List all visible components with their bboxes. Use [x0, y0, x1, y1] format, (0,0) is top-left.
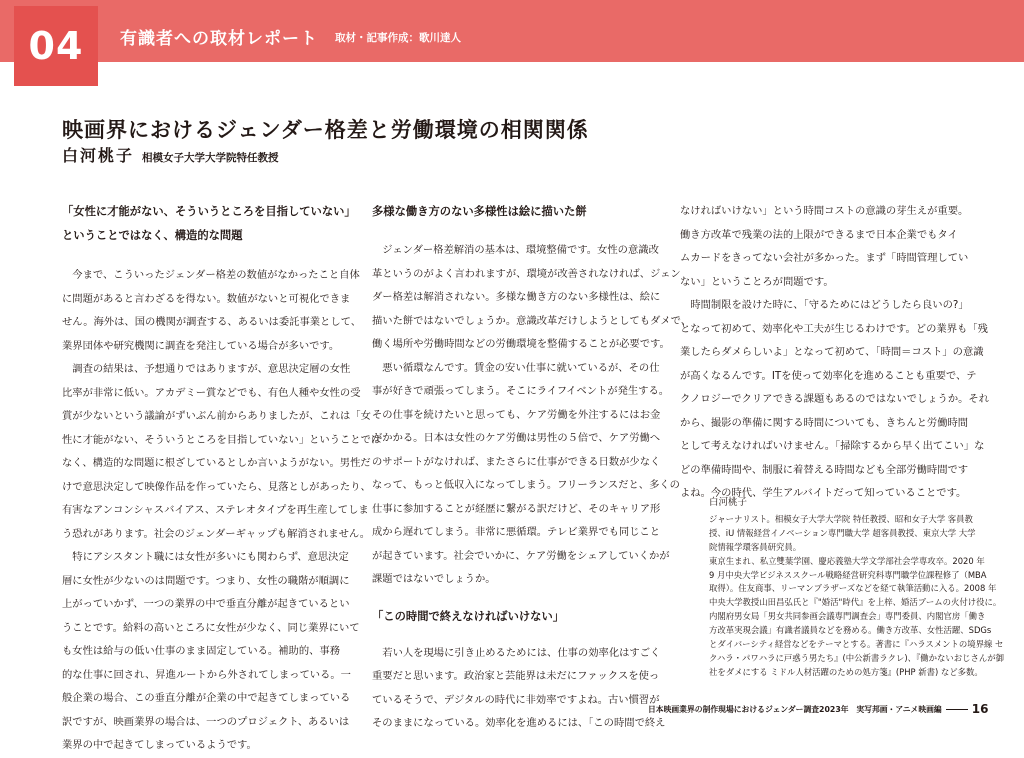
text-line: ジェンダー格差解消の基本は、環境整備です。女性の意識改 [372, 244, 659, 256]
text-line: せん。海外は、国の機関が調査する、あるいは委託事業として、 [62, 316, 362, 328]
text-line: う恐れがあります。社会のジェンダーギャップも解消されません。 [62, 527, 371, 540]
text-line: 特にアシスタント職には女性が多いにも関わらず、意思決定 [62, 551, 349, 563]
text-line: 比率が非常に低い。アカデミー賞などでも、有色人種や女性の受 [62, 386, 361, 399]
text-line: 若い人を現場に引き止めるためには、仕事の効率化はすごく [372, 646, 661, 659]
column-1 [62, 200, 381, 758]
text-line: そのままになっている。効率化を進めるには、「この時間で終え [372, 717, 666, 729]
text-line: 今まで、こういったジェンダー格差の数値がなかったこと自体 [62, 269, 360, 281]
text-line: 仕事に参加することが経歴に繋がる訳だけど、そのキャリア形 [372, 502, 661, 515]
text-line: なければいけない」という時間コストの意識の芽生えが重要。 [680, 205, 969, 217]
text-line: よね。今の時代、学生アルバイトだって知っていることです。 [680, 487, 967, 499]
text-line: が起きています。社会でいかに、ケア労働をシェアしていくかが [372, 549, 670, 562]
text-line: 重要だと思います。政治家と芸能界は未だにファックスを使っ [372, 670, 660, 682]
text-line: 層に女性が少ないのは問題です。つまり、女性の職階が順調に [62, 574, 350, 587]
text-line: クノロジーでクリアできる課題もあるのではないでしょうか。それ [680, 393, 990, 405]
text-line: ダー格差は解消されない。多様な働き方のない多様性は、絵に [372, 291, 661, 303]
text-line: 上がっていかず、一つの業界の中で垂直分離が起きているとい [62, 598, 350, 610]
text-line: 事が好きで頑張ってしまう。そこにライフイベントが発生する。 [372, 385, 670, 397]
footer-rule [946, 709, 968, 710]
column-2-body-2 [372, 642, 691, 736]
column-2-body-1 [372, 239, 691, 592]
bio-body [709, 513, 1004, 680]
column-2-heading-2 [372, 605, 691, 629]
text-line: 働く場所や労働時間などの労働環境を整備することが必要です。 [372, 338, 670, 350]
author-line [62, 143, 279, 166]
text-line: 的な仕事に回され、昇進ルートから外されてしまっている。一 [62, 668, 351, 681]
sub-heading: 「この時間で終えなければいけない」 [372, 609, 565, 623]
text-line: が高くなるんです。ITを使って効率化を進めることも重要で、テ [680, 369, 977, 382]
text-line: ているそうで、デジタルの時代に非効率ですよね。古い慣習が [372, 693, 660, 706]
text-line: 般企業の場合、この垂直分離が企業の中で起きてしまっている [62, 692, 351, 704]
column-1-heading [62, 200, 381, 248]
header-credit: 取材・記事作成：歌川達人 [335, 32, 461, 44]
text-line: なって、もっと低収入になってしまう。フリーランスだと、多くの [372, 479, 680, 491]
column-3-body [680, 200, 989, 506]
text-line: 革というのがよく言われますが、環境が改善されなければ、ジェン [372, 267, 681, 280]
text-line: 調査の結果は、予想通りではありますが、意思決定層の女性 [62, 363, 351, 375]
text-line: クハラ・パワハラに戸惑う男たち』(中公新書ラクレ)、『働かないおじさんが御 [709, 652, 1004, 663]
footer [648, 702, 988, 716]
text-line: 内閣府男女局「男女共同参画会議専門調査会」専門委員、内閣官房「働き [709, 611, 986, 622]
text-line: 東京生まれ、私立雙葉学園、慶応義塾大学文学部社会学専攻卒。2020 年 [709, 555, 985, 566]
text-line: 業界団体や研究機関に調査を発注している場合が多いです。 [62, 339, 340, 352]
column-1-body [62, 264, 381, 758]
text-line: ムカードをきってない会社が多かった。まず「時間管理してい [680, 252, 969, 264]
text-line: 取得）。住友商事、リーマンブラザーズなどを経て執筆活動に入る。2008 年 [709, 583, 997, 594]
text-line: 賞が少ないという議論がずいぶん前からありましたが、これは「女 [62, 410, 371, 422]
column-2 [372, 200, 691, 736]
text-line: として考えなければいけません。「掃除するから早く出てこい」な [680, 440, 985, 452]
text-line: 成から遅れてしまう。非常に悪循環。テレビ業界でも同じこと [372, 526, 661, 538]
text-line: 訳ですが、映画業界の場合は、一つのプロジェクト、あるいは [62, 715, 350, 728]
sub-heading-line: ということではなく、構造的な問題 [62, 229, 243, 242]
column-2-heading-1 [372, 200, 691, 224]
author-bio [709, 496, 1004, 680]
text-line: 描いた餅ではないでしょうか。意識改革だけしようとしてもダメで、 [372, 314, 691, 327]
text-line: けで意思決定して映像作品を作っていたら、見落としがあったり、 [62, 480, 371, 493]
text-line: 課題ではないでしょうか。 [372, 573, 496, 585]
text-line: その仕事を続けたいと思っても、ケア労働を外注するにはお金 [372, 408, 661, 421]
text-line: も女性は給与の低い仕事のまま固定している。補助的、事務 [62, 645, 341, 657]
text-line: 時間制限を設けた時に、「守るためにはどうしたら良いの?」 [680, 299, 969, 311]
text-line: 社をダメにする ミドル人材活躍のための処方箋』(PHP 新書) など多数。 [709, 666, 983, 677]
section-number: 04 [14, 6, 98, 86]
text-line: 有害なアンコンシャスバイアス、ステレオタイプを再生産してしま [62, 504, 369, 516]
text-line: 院情報学環客員研究員。 [709, 541, 802, 552]
text-line: 方改革実現会議」有識者議員などを務める。働き方改革、女性活躍、SDGs [709, 625, 992, 636]
header-title: 有識者への取材レポート [120, 29, 318, 49]
text-line: 悪い循環なんです。賃金の安い仕事に就いているが、その仕 [372, 361, 660, 374]
text-line: のサポートがなければ、またさらに仕事ができる日数が少なく [372, 455, 661, 468]
text-line: 業界の中で起きてしまっているようです。 [62, 739, 257, 751]
text-line: から、撮影の準備に関する時間についても、きちんと労働時間 [680, 416, 969, 429]
text-line: 性に才能がない、そういうところを目指していない」ということでは [62, 433, 382, 446]
text-line: となって初めて、効率化や工夫が生じるわけです。どの業界も「残 [680, 322, 988, 335]
article-title: 映画界におけるジェンダー格差と労働環境の相関関係 [62, 118, 589, 142]
text-line: ない」ということろが問題です。 [680, 275, 834, 288]
sub-heading: 多様な働き方のない多様性は絵に描いた餅 [372, 205, 587, 218]
text-line: どの準備時間や、制服に着替える時間なども全部労働時間です [680, 463, 969, 476]
text-line: 中央大学教授山田昌弘氏と『"婚活"時代』を上梓、婚活ブームの火付け役に。 [709, 597, 1002, 608]
text-line: 働き方改革で残業の法的上限ができるまで日本企業でもタイ [680, 228, 958, 241]
bio-name: 白河桃子 [709, 497, 748, 508]
text-line: 9 月中央大学ビジネススクール戦略経営研究科専門職学位課程修了（MBA [709, 569, 987, 580]
text-line: 業したらダメらしいよ」となって初めて、「時間＝コスト」の意識 [680, 346, 984, 358]
text-line: がかかる。日本は女性のケア労働は男性の５倍で、ケア労働へ [372, 432, 661, 444]
text-line: なく、構造的な問題に根ざしているとしか言いようがない。男性だ [62, 457, 371, 469]
column-3 [680, 200, 989, 506]
text-line: うことです。給料の高いところに女性が少なく、同じ業界にいて [62, 621, 360, 634]
author-affiliation: 相模女子大学大学院特任教授 [142, 152, 279, 164]
footer-text: 日本映画業界の制作現場におけるジェンダー調査2023年 実写邦画・アニメ映画編 [648, 704, 942, 714]
text-line: とダイバーシティ経営などをテーマとする。著書に『ハラスメントの境界線 セ [709, 639, 1004, 650]
sub-heading-line: 「女性に才能がない、そういうところを目指していない」 [62, 205, 356, 218]
page-number: 16 [971, 702, 989, 716]
text-line: に問題があると言わざるを得ない。数値がないと可視化できま [62, 292, 351, 305]
author-name: 白河桃子 [62, 146, 135, 165]
text-line: ジャーナリスト。相模女子大学大学院 特任教授、昭和女子大学 客員教 [709, 513, 973, 524]
text-line: 授、iU 情報経営イノベーション専門職大学 超客員教授、東京大学 大学 [709, 527, 976, 538]
